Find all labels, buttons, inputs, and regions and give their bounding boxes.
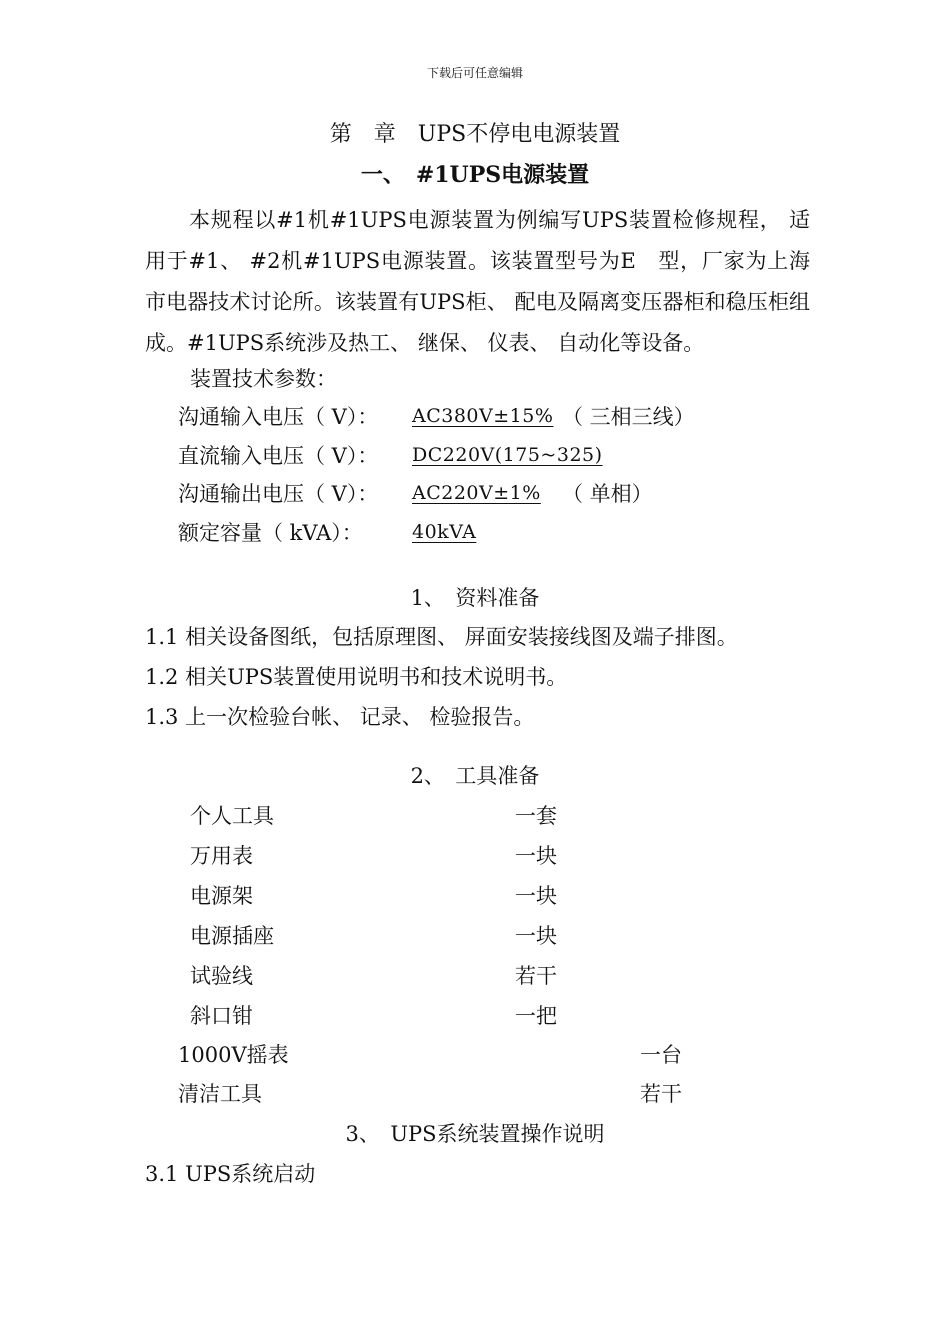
list-item: 1.3 上一次检验台帐、 记录、 检验报告。: [145, 705, 535, 729]
param-row: [178, 407, 798, 433]
list-item: 1.2 相关UPS装置使用说明书和技术说明书。: [145, 665, 568, 689]
intro-paragraph: 本规程以#1机#1UPS电源装置为例编写UPS装置检修规程， 适用于#1、 #2机#1UPS电源装置。该装置型号为E 型，厂家为上海市电器技术讨论所。该装置有UPS柜、 配电及隔离变压器柜和稳压柜组成。#1UPS系统涉及热工、 继保、 仪表、 自动化等设备。: [145, 208, 810, 355]
tool-qty: 一套: [515, 804, 557, 828]
tool-qty: 一块: [515, 884, 557, 908]
param-note: （ 三相三线）: [562, 405, 695, 429]
section-title: 一、 #1UPS电源装置: [360, 162, 590, 188]
params-heading: 装置技术参数：: [190, 367, 337, 391]
tool-qty: 一台: [640, 1043, 682, 1067]
tool-qty: 一把: [515, 1004, 557, 1028]
param-value: AC220V±1%: [412, 482, 541, 504]
section2-heading: 2、 工具准备: [410, 764, 540, 788]
param-label: 直流输入电压（ V）：: [178, 444, 379, 468]
tool-name: 电源架: [190, 884, 253, 908]
tool-name: 1000V摇表: [178, 1043, 289, 1067]
param-row: [178, 446, 798, 472]
tool-name: 斜口钳: [190, 1004, 253, 1028]
tool-qty: 若干: [515, 964, 557, 988]
param-label: 额定容量（ kVA）：: [178, 521, 363, 545]
param-row: [178, 523, 798, 549]
param-value: DC220V(175~325): [412, 444, 603, 466]
param-note: （ 单相）: [562, 482, 653, 506]
chapter-title: 第 章 UPS不停电电源装置: [329, 122, 621, 147]
list-item: 3.1 UPS系统启动: [145, 1162, 316, 1186]
header-note: 下载后可任意编辑: [426, 66, 523, 80]
tool-name: 个人工具: [190, 804, 274, 828]
param-value: AC380V±15%: [412, 405, 554, 427]
tool-qty: 一块: [515, 844, 557, 868]
tool-name: 电源插座: [190, 924, 274, 948]
list-item: 1.1 相关设备图纸，包括原理图、 屏面安装接线图及端子排图。: [145, 625, 738, 649]
param-row: [178, 484, 798, 510]
tool-qty: 若干: [640, 1082, 682, 1106]
tool-name: 试验线: [190, 964, 253, 988]
section1-heading: 1、 资料准备: [410, 586, 540, 610]
tool-name: 万用表: [190, 844, 253, 868]
param-label: 沟通输入电压（ V）：: [178, 405, 379, 429]
param-value: 40kVA: [412, 521, 477, 543]
section3-heading: 3、 UPS系统装置操作说明: [345, 1122, 605, 1146]
tool-name: 清洁工具: [178, 1082, 262, 1106]
tool-qty: 一块: [515, 924, 557, 948]
param-label: 沟通输出电压（ V）：: [178, 482, 379, 506]
